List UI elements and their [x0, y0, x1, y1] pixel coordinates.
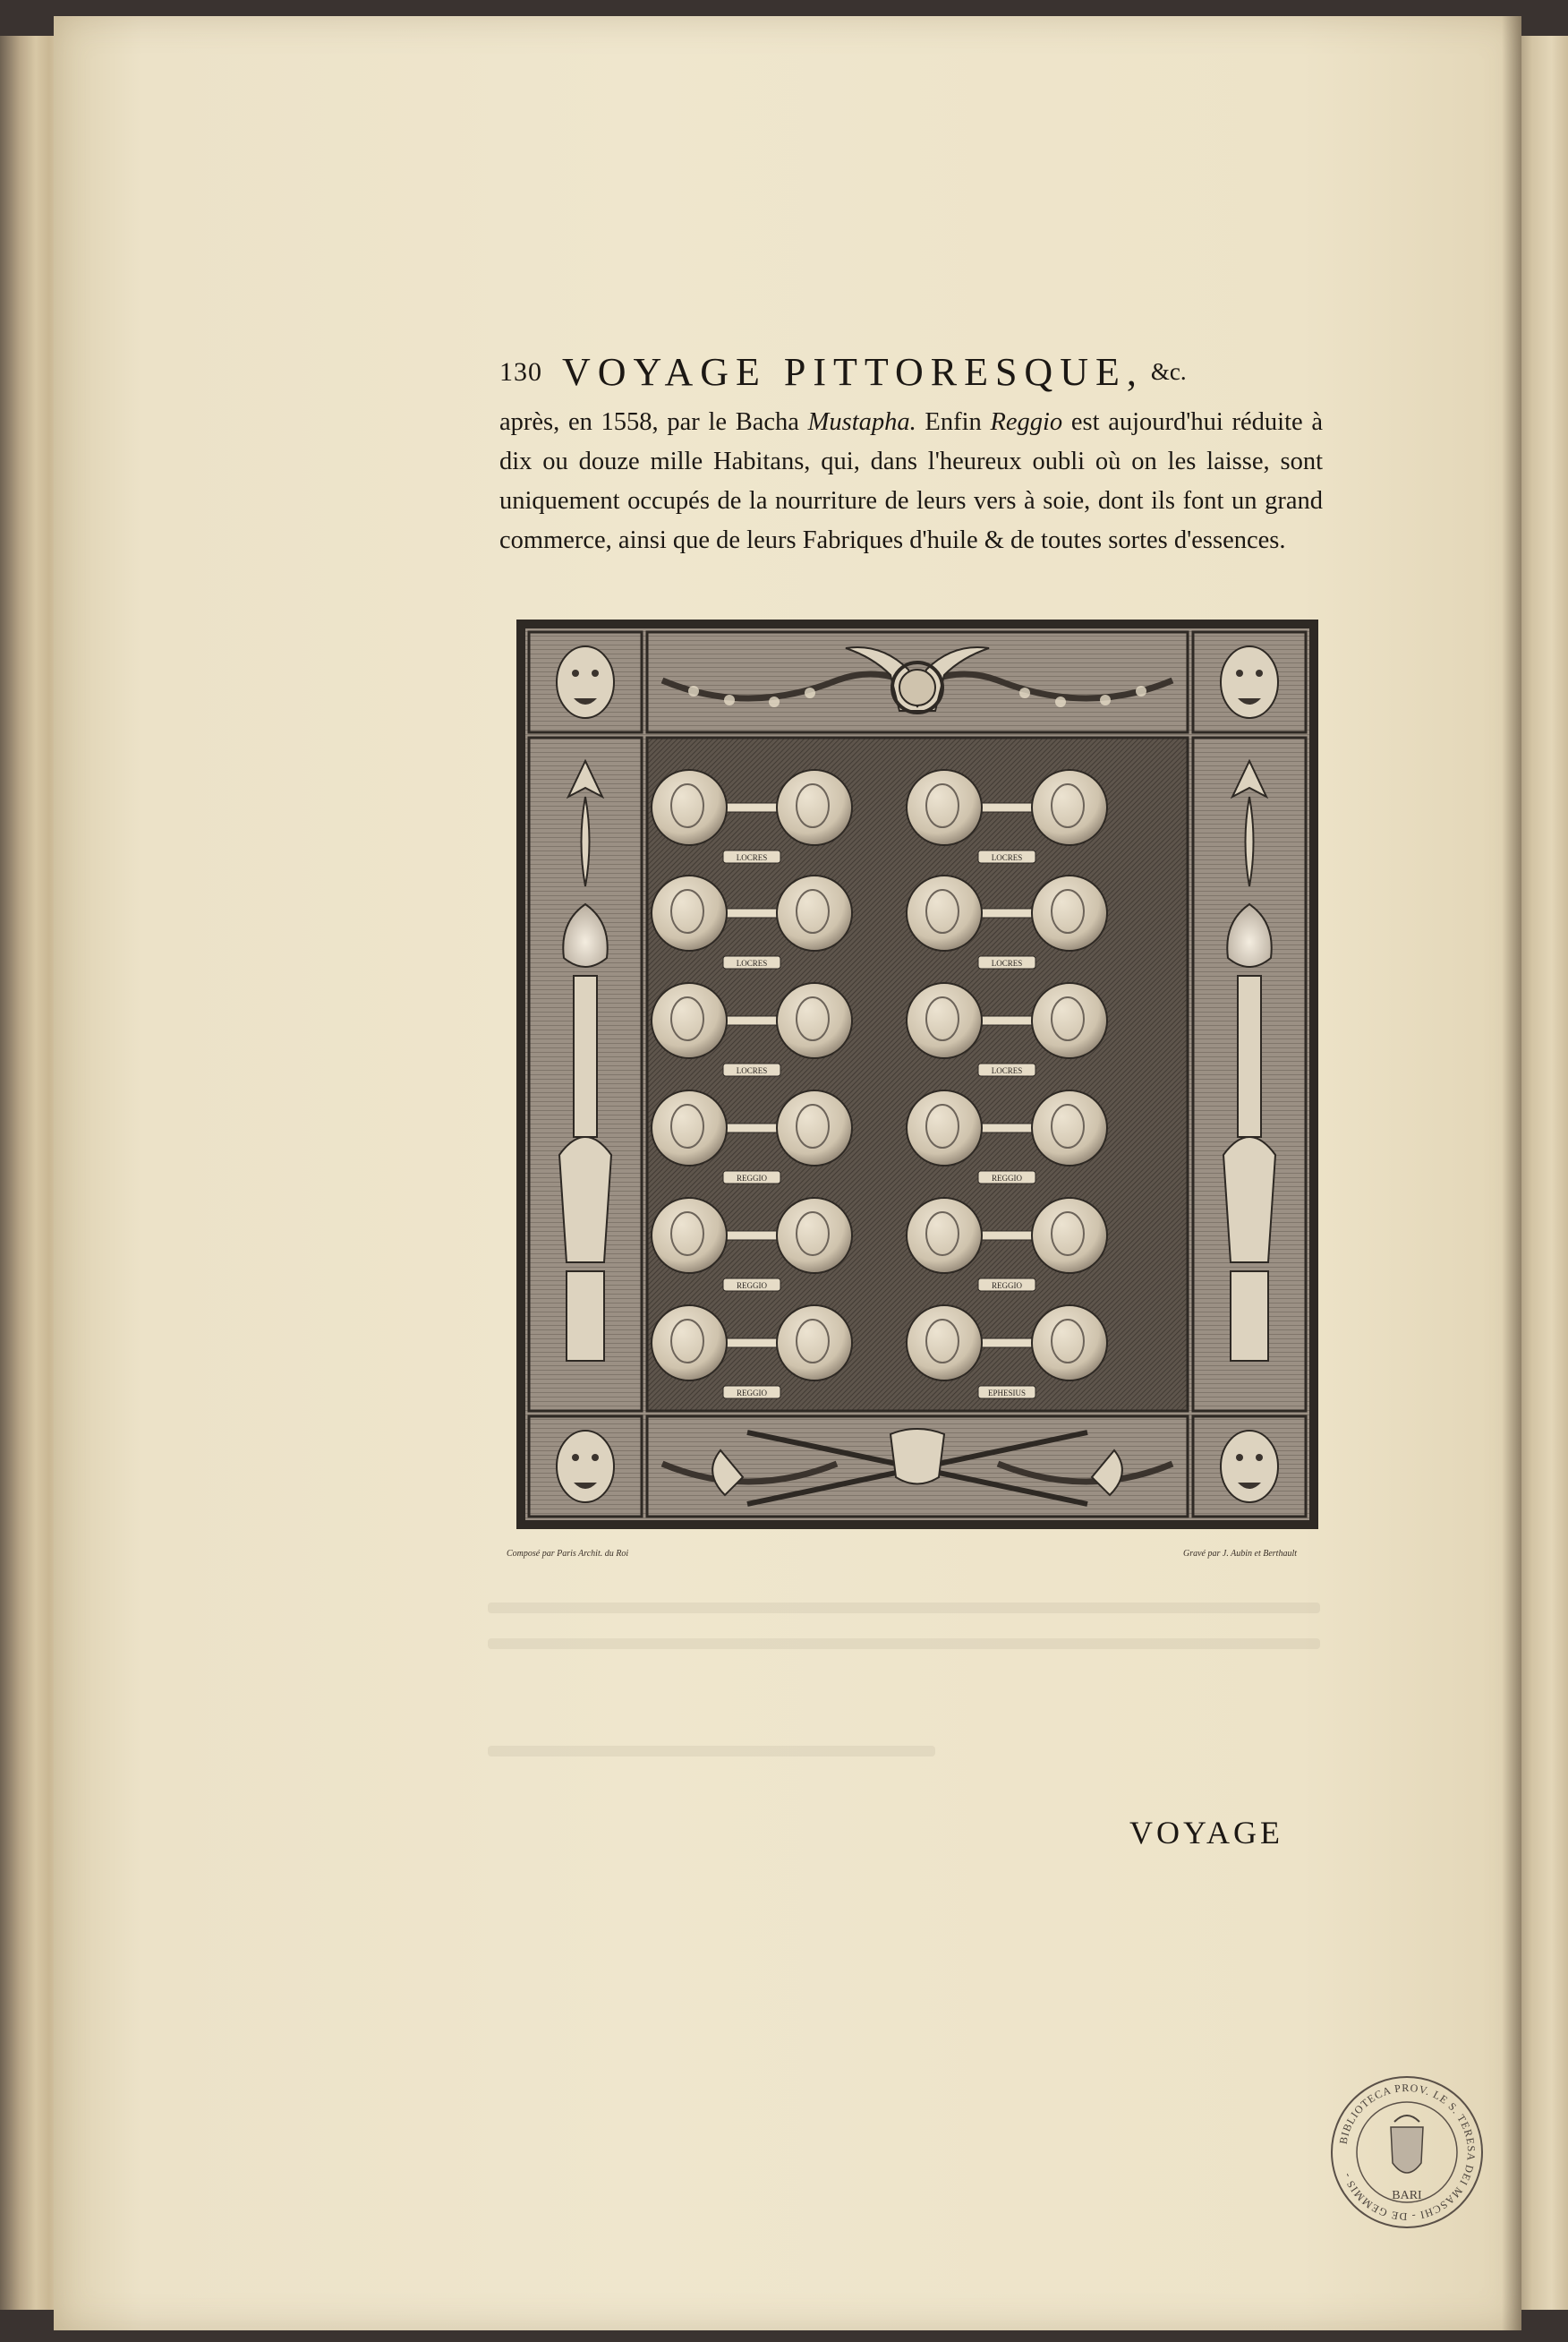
coin-connector [723, 803, 780, 812]
coin-obverse [907, 770, 982, 845]
coin-reverse [1032, 770, 1107, 845]
coin-connector [723, 1016, 780, 1025]
coin-label: LOCRES [991, 1066, 1023, 1075]
coin-obverse [652, 1305, 727, 1380]
coin-connector [723, 1124, 780, 1133]
coin-obverse [652, 1198, 727, 1273]
running-header [499, 349, 1323, 403]
coin-label: LOCRES [736, 1066, 768, 1075]
coin-label: REGGIO [992, 1281, 1022, 1290]
coin-reverse [777, 983, 852, 1058]
text-line-2: dix ou douze mille Habitans, qui, dans l'heureux oubli où on les laisse, sont [499, 448, 1323, 475]
coin-connector [723, 1338, 780, 1347]
page-title: VOYAGE PITTORESQUE, [562, 350, 1144, 394]
coin-label: LOCRES [736, 853, 768, 862]
coin-obverse [652, 983, 727, 1058]
coin-obverse [907, 1198, 982, 1273]
coin-connector [723, 1231, 780, 1240]
coin-label: LOCRES [991, 959, 1023, 968]
coin-reverse [777, 1305, 852, 1380]
coin-obverse [907, 876, 982, 951]
coin-connector [723, 909, 780, 918]
coin-label: REGGIO [737, 1281, 767, 1290]
coin-obverse [652, 876, 727, 951]
engraver-caption-left: Composé par Paris Archit. du Roi [507, 1549, 629, 1559]
coin-connector [978, 1124, 1035, 1133]
show-through-text [488, 1638, 1320, 1649]
coin-reverse [777, 1198, 852, 1273]
show-through-text [488, 1603, 1320, 1613]
svg-text:BARI: BARI [1392, 2189, 1422, 2202]
library-stamp [1328, 2073, 1486, 2231]
coin-label: REGGIO [992, 1174, 1022, 1183]
coin-label: EPHESIUS [987, 1389, 1027, 1398]
coin-connector [978, 803, 1035, 812]
coin-reverse [1032, 876, 1107, 951]
text-line-1: après, en 1558, par le Bacha Mustapha. Enfin Reggio est aujourd'hui réduite à [499, 408, 1324, 436]
coin-obverse [907, 1305, 982, 1380]
text-line-3: uniquement occupés de la nourriture de leurs vers à soie, dont ils font un grand [499, 487, 1323, 515]
coin-connector [978, 1016, 1035, 1025]
title-etc: &c. [1150, 358, 1187, 385]
coin-reverse [1032, 983, 1107, 1058]
engraver-caption-right: Gravé par J. Aubin et Berthault [1183, 1549, 1298, 1559]
coin-reverse [777, 876, 852, 951]
catchword: VOYAGE [1129, 1815, 1283, 1851]
coin-connector [978, 909, 1035, 918]
page-gutter-shadow [1502, 16, 1521, 2330]
coin-obverse [907, 983, 982, 1058]
coin-reverse [777, 1090, 852, 1166]
plate-illustration [515, 618, 1320, 1531]
coin-label: REGGIO [737, 1174, 767, 1183]
coin-connector [978, 1231, 1035, 1240]
body-paragraph [499, 403, 1323, 560]
library-stamp-seal [1328, 2073, 1486, 2231]
coin-obverse [652, 1090, 727, 1166]
text-line-4: commerce, ainsi que de leurs Fabriques d'huile & de toutes sortes d'essences. [499, 526, 1286, 554]
coin-obverse [907, 1090, 982, 1166]
coin-reverse [1032, 1090, 1107, 1166]
coin-reverse [1032, 1305, 1107, 1380]
engraved-coin-plate [515, 618, 1320, 1531]
coin-label: LOCRES [736, 959, 768, 968]
show-through-text [488, 1746, 935, 1756]
coin-obverse [652, 770, 727, 845]
page-number: 130 [499, 356, 542, 387]
coin-label: LOCRES [991, 853, 1023, 862]
coin-reverse [1032, 1198, 1107, 1273]
svg-text:BIBLIOTECA PROV. LE S. TERESA: BIBLIOTECA PROV. LE S. TERESA DEI MASCHI - DE GEMMIS - [1336, 2081, 1479, 2224]
coin-label: REGGIO [737, 1389, 767, 1398]
coin-connector [978, 1338, 1035, 1347]
coin-reverse [777, 770, 852, 845]
